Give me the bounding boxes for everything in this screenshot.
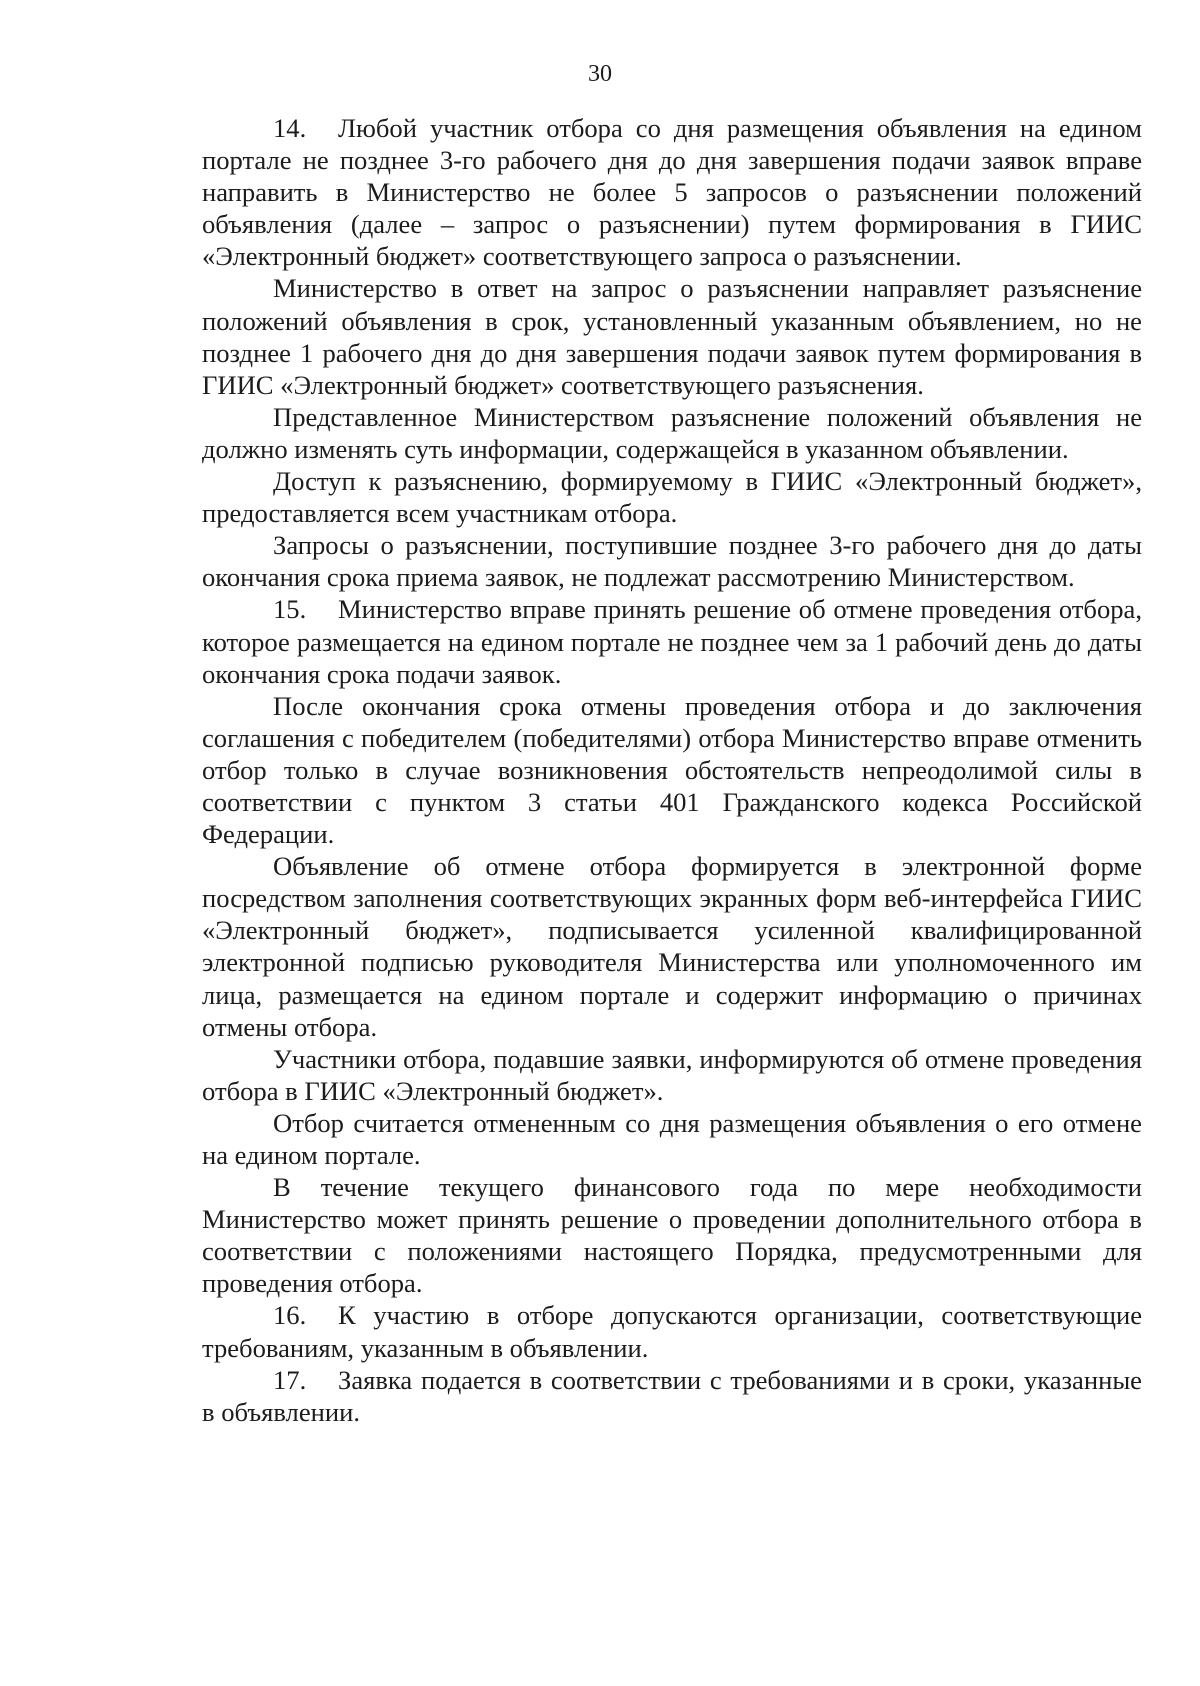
paragraph-text: Объявление об отмене отбора формируется в электронной форме посредством заполнения соответствующих экранных форм веб-интерфейса ГИИС «Электронный бюджет», подписывается усиленной квалифицированной электронной подписью руководителя Министерства или уполномоченного им лица, размещается на едином портале и содержит информацию о причинах отмены отбора. — [202, 851, 1142, 1042]
paragraph — [202, 1107, 1142, 1171]
item-number: 15. — [273, 594, 307, 625]
paragraph — [202, 850, 1142, 1043]
paragraph-text: Любой участник отбора со дня размещения объявления на едином портале не позднее 3-го рабочего дня до дня завершения подачи заявок вправе направить в Министерство не более 5 запросов о разъяснении положений объявления (далее – запрос о разъяснении) путем формирования в ГИИС «Электронный бюджет» соответствующего запроса о разъяснении. — [202, 113, 1142, 272]
paragraph-16 — [202, 1299, 1142, 1363]
page-number: 30 — [588, 61, 612, 87]
paragraph — [202, 1043, 1142, 1107]
paragraph-text: Министерство вправе принять решение об отмене проведения отбора, которое размещается на едином портале не позднее чем за 1 рабочий день до даты окончания срока подачи заявок. — [202, 594, 1142, 689]
paragraph-text: Запросы о разъяснении, поступившие позднее 3-го рабочего дня до даты окончания срока приема заявок, не подлежат рассмотрению Министерством. — [202, 530, 1142, 593]
item-number: 17. — [273, 1364, 307, 1395]
paragraph — [202, 529, 1142, 593]
paragraph-text: Представленное Министерством разъяснение положений объявления не должно изменять суть информации, содержащейся в указанном объявлении. — [202, 401, 1142, 464]
paragraph-text: После окончания срока отмены проведения отбора и до заключения соглашения с победителем (победителями) отбора Министерство вправе отменить отбор только в случае возникновения обстоятельств непреодолимой силы в соответствии с пунктом 3 статьи 401 Гражданского кодекса Российской Федерации. — [202, 690, 1142, 850]
paragraph-text: К участию в отборе допускаются организации, соответствующие требованиям, указанным в объявлении. — [202, 1300, 1142, 1363]
item-number: 14. — [273, 113, 307, 143]
document-body — [202, 112, 1142, 1428]
paragraph — [202, 401, 1142, 465]
paragraph-text: В течение текущего финансового года по мере необходимости Министерство может принять решение о проведении дополнительного отбора в соответствии с положениями настоящего Порядка, предусмотренными для проведения отбора. — [202, 1172, 1142, 1299]
paragraph-text: Доступ к разъяснению, формируемому в ГИИС «Электронный бюджет», предоставляется всем участникам отбора. — [202, 466, 1142, 529]
paragraph-14 — [202, 112, 1142, 272]
paragraph-text: Участники отбора, подавшие заявки, информируются об отмене проведения отбора в ГИИС «Электронный бюджет». — [202, 1043, 1142, 1106]
paragraph-text: Отбор считается отмененным со дня размещения объявления о его отмене на едином портале. — [202, 1107, 1142, 1170]
paragraph-text: Министерство в ответ на запрос о разъяснении направляет разъяснение положений объявления в срок, установленный указанным объявлением, но не позднее 1 рабочего дня до дня завершения подачи заявок путем формирования в ГИИС «Электронный бюджет» соответствующего разъяснения. — [202, 273, 1142, 400]
paragraph-text: Заявка подается в соответствии с требованиями и в сроки, указанные в объявлении. — [202, 1364, 1142, 1427]
paragraph — [202, 1171, 1142, 1299]
paragraph — [202, 690, 1142, 850]
paragraph-15 — [202, 593, 1142, 689]
item-number: 16. — [273, 1300, 307, 1331]
paragraph — [202, 272, 1142, 400]
paragraph — [202, 465, 1142, 529]
paragraph-17 — [202, 1364, 1142, 1428]
